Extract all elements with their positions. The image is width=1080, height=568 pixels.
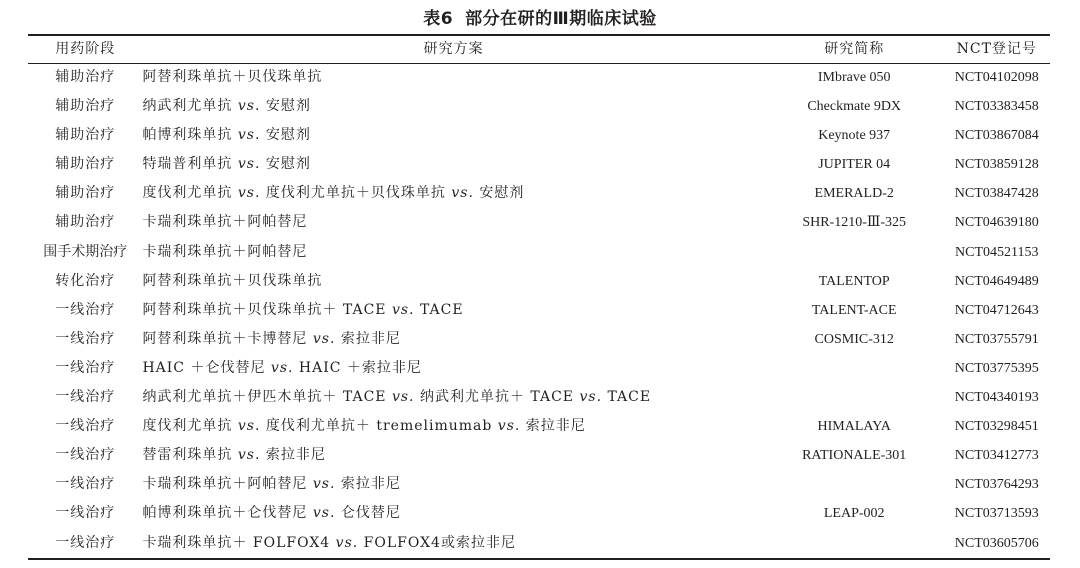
- table-row: [28, 499, 1050, 528]
- table-row: [28, 441, 1050, 470]
- cell-plan: 特瑞普利单抗 vs. 安慰剂: [142, 156, 311, 173]
- cell-nct: NCT03764293: [954, 477, 1039, 493]
- cell-plan: 度伐利尤单抗 vs. 度伐利尤单抗＋贝伐珠单抗 vs. 安慰剂: [142, 185, 525, 202]
- versus-marker: vs.: [391, 389, 415, 406]
- cell-nct: NCT03867084: [954, 128, 1039, 144]
- cell-study-name: EMERALD-2: [814, 186, 894, 202]
- cell-study-name: [765, 354, 944, 383]
- cell-phase: 辅助治疗: [55, 127, 116, 144]
- table-number: 表6: [423, 9, 454, 29]
- cell-plan: 度伐利尤单抗 vs. 度伐利尤单抗＋ tremelimumab vs. 索拉非尼: [142, 418, 586, 435]
- table-row: [28, 179, 1050, 208]
- cell-phase: 转化治疗: [55, 272, 116, 289]
- cell-nct: NCT03383458: [954, 99, 1039, 115]
- table-body: [28, 63, 1050, 558]
- versus-marker: vs.: [237, 447, 261, 464]
- cell-nct: NCT04102098: [954, 70, 1039, 85]
- cell-plan: 卡瑞利珠单抗＋ FOLFOX4 vs. FOLFOX4或索拉非尼: [142, 534, 516, 551]
- cell-study-name: [765, 238, 944, 267]
- cell-plan: 阿替利珠单抗＋贝伐珠单抗＋ TACE vs. TACE: [142, 301, 464, 318]
- cell-phase: 辅助治疗: [55, 69, 116, 85]
- versus-marker: vs.: [237, 127, 261, 144]
- cell-phase: 辅助治疗: [55, 185, 116, 202]
- cell-nct: NCT04521153: [955, 244, 1039, 260]
- cell-phase: 一线治疗: [55, 330, 116, 347]
- versus-marker: vs.: [312, 476, 336, 493]
- cell-study-name: TALENT-ACE: [811, 302, 897, 318]
- table-row: [28, 296, 1050, 325]
- table-row: [28, 92, 1050, 121]
- header-study-name: 研究简称: [824, 41, 885, 57]
- cell-nct: NCT03847428: [954, 186, 1039, 202]
- versus-marker: vs.: [579, 389, 603, 406]
- cell-plan: 纳武利尤单抗＋伊匹木单抗＋ TACE vs. 纳武利尤单抗＋ TACE vs. TACE: [142, 389, 652, 406]
- cell-nct: NCT03412773: [954, 448, 1039, 464]
- cell-study-name: IMbrave 050: [817, 70, 891, 85]
- table-row: [28, 238, 1050, 267]
- cell-phase: 围手术期治疗: [43, 243, 128, 260]
- table-row: [28, 470, 1050, 499]
- versus-marker: vs.: [237, 156, 261, 173]
- table-row: [28, 354, 1050, 383]
- header-phase: 用药阶段: [55, 41, 116, 57]
- cell-nct: NCT03605706: [954, 535, 1039, 551]
- cell-nct: NCT04712643: [954, 302, 1039, 318]
- versus-marker: vs.: [497, 418, 521, 435]
- table-row: [28, 267, 1050, 296]
- versus-marker: vs.: [270, 359, 294, 376]
- cell-plan: 阿替利珠单抗＋贝伐珠单抗: [142, 272, 323, 289]
- cell-study-name: TALENTOP: [818, 273, 890, 289]
- cell-phase: 一线治疗: [55, 447, 116, 464]
- cell-study-name: HIMALAYA: [817, 419, 891, 435]
- bottom-rule: [28, 558, 1050, 560]
- cell-phase: 一线治疗: [55, 418, 116, 435]
- cell-phase: 辅助治疗: [55, 98, 116, 115]
- cell-study-name: RATIONALE-301: [802, 448, 907, 464]
- cell-phase: 一线治疗: [55, 389, 116, 406]
- cell-phase: 一线治疗: [55, 534, 116, 551]
- versus-marker: vs.: [237, 185, 261, 202]
- versus-marker: vs.: [451, 185, 474, 202]
- cell-plan: 帕博利珠单抗 vs. 安慰剂: [142, 127, 311, 144]
- versus-marker: vs.: [391, 301, 415, 318]
- cell-plan: 阿替利珠单抗＋卡博替尼 vs. 索拉非尼: [142, 330, 401, 347]
- cell-plan: HAIC ＋仑伐替尼 vs. HAIC ＋索拉非尼: [142, 359, 422, 376]
- cell-study-name: COSMIC-312: [814, 331, 894, 347]
- cell-nct: NCT03713593: [954, 506, 1039, 522]
- cell-study-name: SHR-1210-Ⅲ-325: [802, 215, 907, 231]
- versus-marker: vs.: [237, 418, 261, 435]
- table-title: [0, 7, 1080, 31]
- cell-nct: NCT03775395: [954, 360, 1039, 376]
- cell-study-name: LEAP-002: [823, 506, 885, 522]
- cell-study-name: Checkmate 9DX: [807, 99, 902, 115]
- cell-study-name: JUPITER 04: [818, 157, 891, 173]
- cell-phase: 辅助治疗: [55, 156, 116, 173]
- cell-nct: NCT03859128: [954, 157, 1039, 173]
- header-nct: NCT登记号: [956, 41, 1037, 57]
- cell-nct: NCT03755791: [954, 331, 1039, 347]
- table-row: [28, 150, 1050, 179]
- cell-plan: 替雷利珠单抗 vs. 索拉非尼: [142, 447, 326, 464]
- header-plan: 研究方案: [423, 41, 484, 57]
- cell-study-name: Keynote 937: [818, 128, 891, 144]
- cell-study-name: [765, 383, 944, 412]
- cell-plan: 卡瑞利珠单抗＋阿帕替尼: [142, 243, 308, 260]
- table-row: [28, 208, 1050, 237]
- versus-marker: vs.: [335, 534, 359, 551]
- cell-nct: NCT04639180: [954, 215, 1039, 231]
- cell-phase: 一线治疗: [55, 359, 116, 376]
- table-row: [28, 412, 1050, 441]
- cell-plan: 卡瑞利珠单抗＋阿帕替尼: [142, 214, 308, 231]
- cell-plan: 阿替利珠单抗＋贝伐珠单抗: [142, 69, 323, 85]
- versus-marker: vs.: [237, 98, 261, 115]
- trials-table: [28, 35, 1050, 558]
- cell-plan: 卡瑞利珠单抗＋阿帕替尼 vs. 索拉非尼: [142, 476, 401, 493]
- cell-phase: 辅助治疗: [55, 214, 116, 231]
- versus-marker: vs.: [312, 330, 336, 347]
- cell-nct: NCT03298451: [954, 419, 1039, 435]
- cell-nct: NCT04340193: [954, 390, 1039, 406]
- cell-plan: 纳武利尤单抗 vs. 安慰剂: [142, 98, 311, 115]
- table-caption: 部分在研的Ⅲ期临床试验: [465, 9, 657, 29]
- cell-study-name: [765, 470, 944, 499]
- header-row: [28, 35, 1050, 63]
- table-row: [28, 383, 1050, 412]
- table-row: [28, 121, 1050, 150]
- table-row: [28, 63, 1050, 92]
- table-row: [28, 325, 1050, 354]
- table-row: [28, 529, 1050, 558]
- cell-study-name: [765, 529, 944, 558]
- cell-phase: 一线治疗: [55, 476, 116, 493]
- cell-phase: 一线治疗: [55, 505, 116, 522]
- versus-marker: vs.: [312, 505, 336, 522]
- cell-nct: NCT04649489: [954, 273, 1039, 289]
- cell-phase: 一线治疗: [55, 301, 116, 318]
- cell-plan: 帕博利珠单抗＋仑伐替尼 vs. 仑伐替尼: [142, 505, 401, 522]
